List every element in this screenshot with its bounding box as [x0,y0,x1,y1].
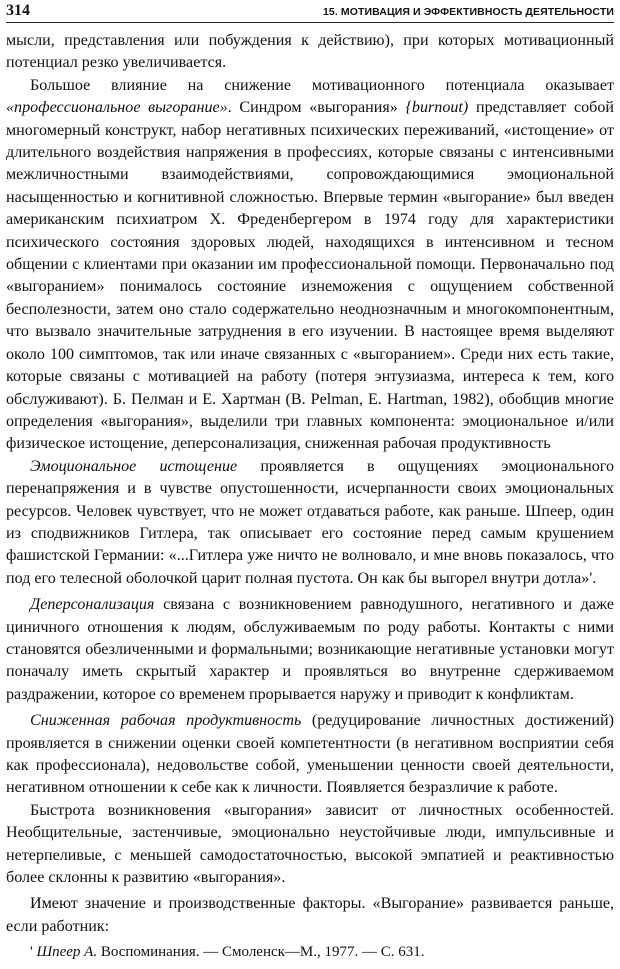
emphasis-term: Сниженная рабочая продуктивность [30,712,302,730]
body-text [6,30,614,938]
footnote-author: Шпеер А. [36,944,98,960]
emphasis-term: Деперсонализация [30,596,155,614]
paragraph-text: Имеют значение и производственные факторы. «Выгорание» развивается раньше, если работник: [6,895,614,935]
page-header [6,2,614,23]
emphasis-term: Эмоциональное истощение [30,457,238,475]
emphasis-term: {burnout) [405,99,469,117]
paragraph [6,30,614,75]
paragraph-text: представляет собой многомерный конструкт, набор негативных психических переживаний, «истощение» от длительного воздействия напряжения в профессиях, которые связаны с интенсивными межличностными взаимодействиями, сопровождающимися эмоциональной насыщенностью и когнитивной сложностью. Впервые термин «выгорание» был введен американским психиатром X. Фреденбергером в 1974 году для характеристики психического состояния здоровых людей, находящихся в интенсивном и тесном общении с клиентами при оказании им профессиональной помощи. Первоначально под «выгоранием» понималось состояние изнеможения с ощущением собственной бесполезности, затем оно стало содержательно неоднозначным и многокомпонентным, что вызвало значительные затруднения в его изучении. В настоящее время выделяют около 100 симптомов, так или иначе связанных с «выгоранием». Среди них есть такие, которые связаны с мотивацией на работу (потеря энтузиазма, интереса к тем, кого обслуживают). Б. Пелман и Е. Хартман (В. Pelman, E. Hartman, 1982), обобщив многие определения «выгорания», выделили три главных компонента: эмоциональное и/или физическое истощение, деперсонализация, сниженная рабочая продуктивность [6,99,614,453]
paragraph-text: (редуцирование личностных достижений) проявляется в снижении оценки своей компетентности (в негативном восприятии себя как профессионала), недовольстве собой, уменьшении ценности своей деятельности, негативном отношении к себе как к личности. Появляется безразличие к работе. [6,712,614,797]
paragraph-text: мысли, представления или побуждения к действию), при которых мотивационный потенциал резко увеличивается. [6,32,614,72]
paragraph [6,893,614,938]
footnote-mark: ' [30,944,33,960]
paragraph-text: Быстрота возникновения «выгорания» зависит от личностных особенностей. Необщительные, застенчивые, эмоционально неустойчивые люди, импульсивные и нетерпеливые, с меньшей самодостаточностью, высокой эмпатией и реактивностью более склонны к развитию «выгорания». [6,801,614,887]
paragraph-text: . Синдром «выгорания» [227,99,406,117]
paragraph-text: связана с возникновением равнодушного, негативного и даже циничного отношения к людям, обслуживаемым по роду работы. Контакты с ними становятся обезличенными и формальными; возникающие негативные установки могут поначалу иметь скрытый характер и проявляться во внутренне сдерживаемом раздражении, которое со временем прорывается наружу и приводит к конфликтам. [6,596,614,703]
paragraph [6,800,614,890]
paragraph-text: проявляется в ощущениях эмоционального перенапряжения и в чувстве опустошенности, исчерпанности своих эмоциональных ресурсов. Человек чувствует, что не может отдаваться работе, как раньше. Шпеер, один из сподвижников Гитлера, так описывает его состояние перед самым крушением фашистской Германии: «...Гитлера уже ничто не волновало, и мне вновь показалось, что под его телесной оболочкой царит полная пустота. Он как бы выгорел внутри дотла»'. [6,457,614,587]
page-number: 314 [6,2,30,19]
footnote [6,943,614,961]
emphasis-term: «профессиональное выгорание» [6,99,228,117]
paragraph [6,456,614,590]
running-title: 15. МОТИВАЦИЯ И ЭФФЕКТИВНОСТЬ ДЕЯТЕЛЬНОСТИ [322,6,614,18]
paragraph [6,75,614,456]
paragraph [6,594,614,706]
paragraph-text: Большое влияние на снижение мотивационного потенциала оказывает [30,76,614,94]
paragraph [6,710,614,800]
footnote-text: Воспоминания. — Смоленск—М., 1977. — С. 631. [97,944,425,960]
